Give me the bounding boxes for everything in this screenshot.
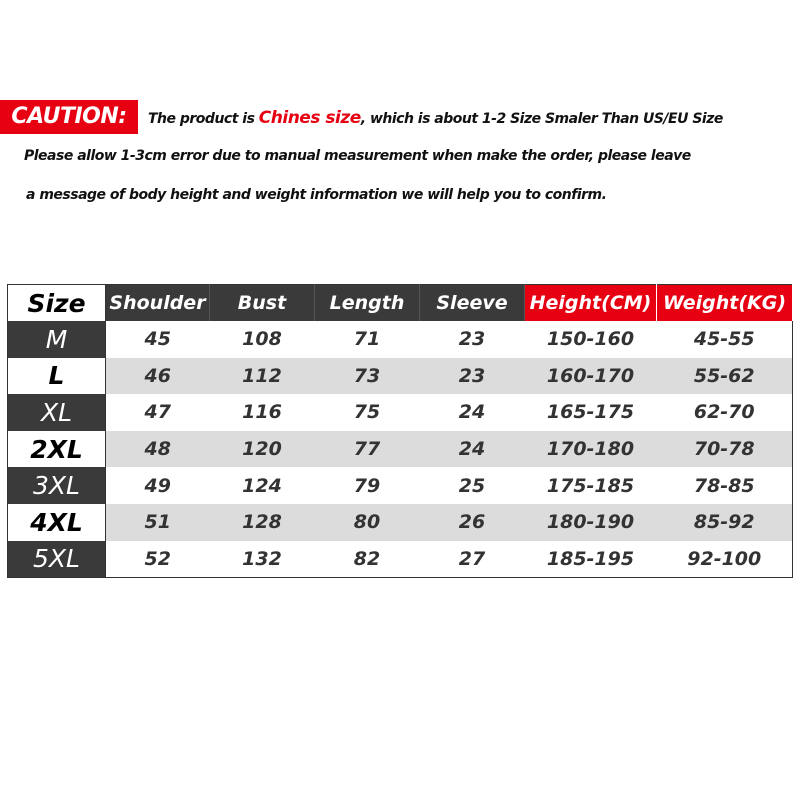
length-cell: 80 — [315, 504, 420, 541]
height-cell: 170-180 — [525, 431, 657, 468]
height-cell: 185-195 — [525, 541, 657, 578]
shoulder-cell: 49 — [106, 467, 210, 504]
bust-cell: 128 — [210, 504, 315, 541]
table-row — [8, 541, 793, 578]
height-cell: 180-190 — [525, 504, 657, 541]
length-cell: 73 — [315, 358, 420, 395]
sleeve-cell: 27 — [420, 541, 525, 578]
length-cell: 77 — [315, 431, 420, 468]
column-header-size: Size — [8, 285, 106, 322]
shoulder-cell: 51 — [106, 504, 210, 541]
height-cell: 175-185 — [525, 467, 657, 504]
sleeve-cell: 24 — [420, 431, 525, 468]
table-row — [8, 431, 793, 468]
table-row — [8, 394, 793, 431]
column-header-shoulder: Shoulder — [106, 285, 210, 322]
weight-cell: 62-70 — [657, 394, 793, 431]
caution-badge: CAUTION: — [0, 100, 138, 134]
column-header-weight: Weight(KG) — [657, 285, 793, 322]
bust-cell: 108 — [210, 321, 315, 358]
size-cell: XL — [8, 394, 106, 431]
weight-cell: 70-78 — [657, 431, 793, 468]
weight-cell: 85-92 — [657, 504, 793, 541]
sleeve-cell: 26 — [420, 504, 525, 541]
weight-cell: 55-62 — [657, 358, 793, 395]
height-cell: 165-175 — [525, 394, 657, 431]
size-chart-table — [7, 284, 793, 578]
size-cell: M — [8, 321, 106, 358]
bust-cell: 120 — [210, 431, 315, 468]
length-cell: 79 — [315, 467, 420, 504]
shoulder-cell: 46 — [106, 358, 210, 395]
caution-prefix: The product is — [148, 111, 259, 127]
table-row — [8, 467, 793, 504]
shoulder-cell: 47 — [106, 394, 210, 431]
measurement-note: Please allow 1-3cm error due to manual measurement when make the order, please leave — [24, 148, 691, 164]
sleeve-cell: 25 — [420, 467, 525, 504]
bust-cell: 124 — [210, 467, 315, 504]
column-header-bust: Bust — [210, 285, 315, 322]
length-cell: 82 — [315, 541, 420, 578]
caution-message — [148, 108, 800, 128]
size-cell: 5XL — [8, 541, 106, 578]
size-cell: 3XL — [8, 467, 106, 504]
weight-cell: 78-85 — [657, 467, 793, 504]
caution-suffix: , which is about 1-2 Size Smaler Than US/EU Size — [360, 111, 723, 127]
table-row — [8, 321, 793, 358]
column-header-sleeve: Sleeve — [420, 285, 525, 322]
bust-cell: 132 — [210, 541, 315, 578]
table-header-row — [8, 285, 793, 322]
chinese-size-highlight: Chines size — [258, 108, 361, 128]
weight-cell: 45-55 — [657, 321, 793, 358]
shoulder-cell: 45 — [106, 321, 210, 358]
column-header-height: Height(CM) — [525, 285, 657, 322]
sleeve-cell: 24 — [420, 394, 525, 431]
sleeve-cell: 23 — [420, 321, 525, 358]
bust-cell: 112 — [210, 358, 315, 395]
table-row — [8, 358, 793, 395]
height-cell: 150-160 — [525, 321, 657, 358]
column-header-length: Length — [315, 285, 420, 322]
length-cell: 71 — [315, 321, 420, 358]
weight-cell: 92-100 — [657, 541, 793, 578]
sleeve-cell: 23 — [420, 358, 525, 395]
size-cell: L — [8, 358, 106, 395]
message-note: a message of body height and weight information we will help you to confirm. — [26, 187, 607, 203]
bust-cell: 116 — [210, 394, 315, 431]
height-cell: 160-170 — [525, 358, 657, 395]
size-cell: 2XL — [8, 431, 106, 468]
length-cell: 75 — [315, 394, 420, 431]
shoulder-cell: 48 — [106, 431, 210, 468]
table-row — [8, 504, 793, 541]
size-cell: 4XL — [8, 504, 106, 541]
shoulder-cell: 52 — [106, 541, 210, 578]
